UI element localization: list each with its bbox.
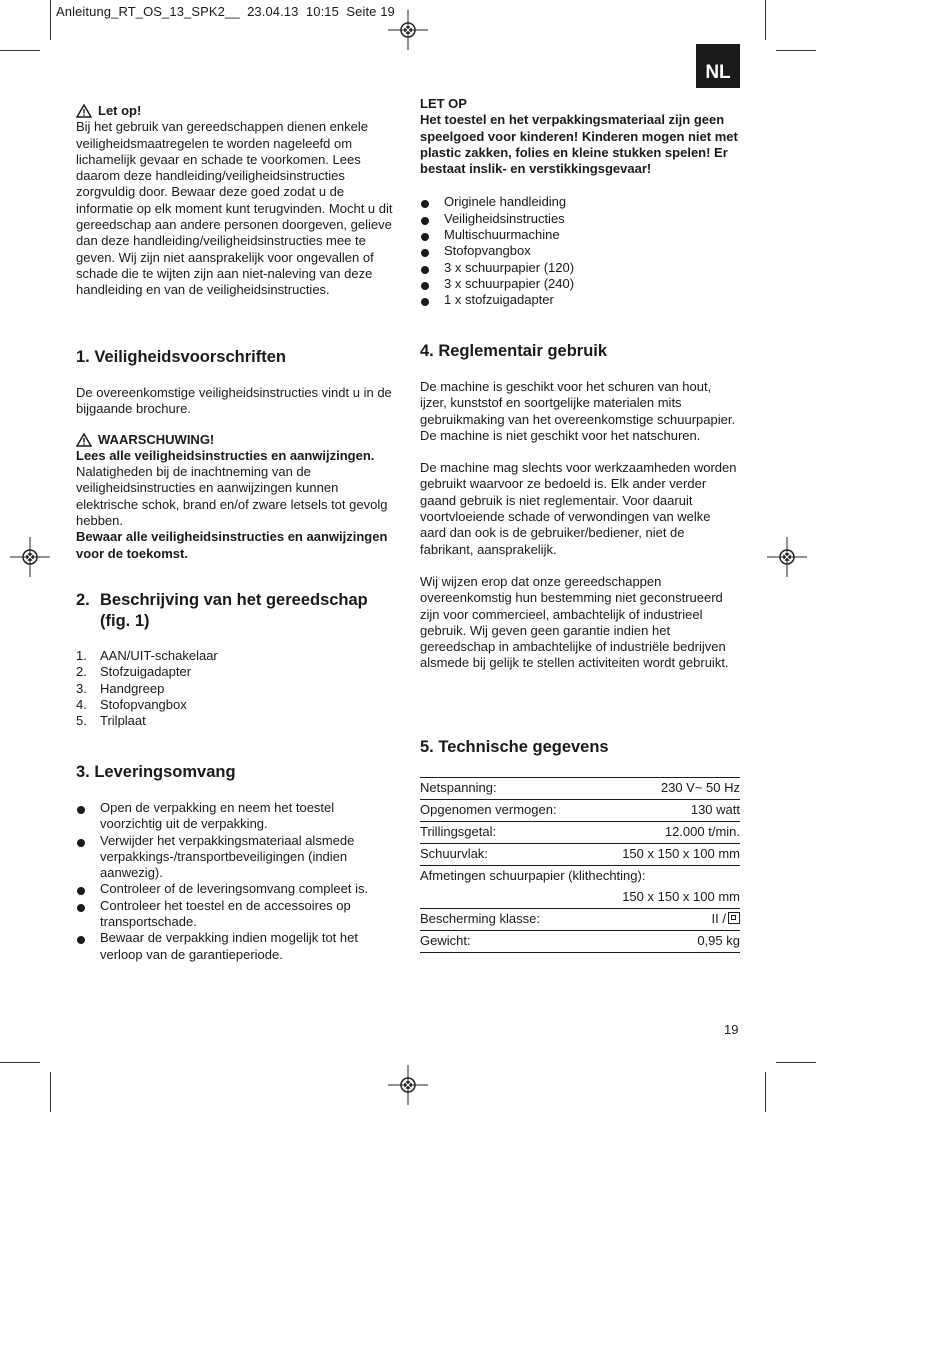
spec-label: Gewicht: [420,931,592,953]
crop-mark [0,50,40,51]
section-2-heading-text: Beschrijving van het gereedschap (fig. 1) [100,591,368,630]
crop-mark [0,1062,40,1063]
section-1 [76,347,394,562]
section-4 [420,341,738,672]
list-item: 2. Stofzuigadapter [76,664,192,680]
section-3 [76,762,394,963]
spec-label: Schuurvlak: [420,844,592,866]
spec-table [420,777,740,953]
spec-label: Bescherming klasse: [420,909,592,931]
section-4-paragraph-1: De machine is geschikt voor het schuren van hout, ijzer, kunststof en soortgelijke materialen mits gebruikmaking van het overeenkomstige schuurpapier. De machine is niet geschikt voor het natschuren. [420,379,736,443]
warning-text: Nalatigheden bij de inachtneming van de veiligheidsinstructies en aanwijzingen kunnen elektrische schok, brand en/of zware letsels tot gevolg hebben. [76,464,388,529]
table-row [420,778,740,800]
list-item: Open de verpakking en neem het toestel voorzichtig uit de verpakking. [76,800,394,833]
page-number: 19 [724,1022,739,1037]
warning-triangle-icon [76,104,92,118]
table-row [420,909,740,931]
list-item: Stofopvangbox [420,243,742,259]
section-5-heading: 5. Technische gegevens [420,738,609,756]
list-item: 1 x stofzuigadapter [420,292,742,308]
section-2-heading-number: 2. [76,591,90,609]
list-item: 3 x schuurpapier (240) [420,276,742,292]
spec-value: 0,95 kg [592,931,740,953]
list-item: Controleer het toestel en de accessoires op transportschade. [76,898,394,931]
spec-value-protection: II / [592,909,740,931]
table-row [420,844,740,866]
spec-value: 12.000 t/min. [592,822,740,844]
warning-title: WAARSCHUWING! [98,431,215,447]
section-1-intro: De overeenkomstige veiligheidsinstructies vindt u in de bijgaande brochure. [76,385,392,417]
list-item: Veiligheidsinstructies [420,211,742,227]
spec-label: Trillingsgetal: [420,822,592,844]
registration-mark-icon [388,1065,428,1105]
section-5 [420,737,740,953]
list-item: 4. Stofopvangbox [76,696,187,712]
letop-body: Bij het gebruik van gereedschappen dienen enkele veiligheidsmaatregelen te worden nageleefd om lichamelijk gevaar en schade te voorkomen. Lees daarom deze handleiding/veiligheidsinstructies zorgvuldig door. Bewaar deze goed zodat u de informatie op elk moment kunt terugvinden. Mocht u dit gereedschap aan andere personen doorgeven, gelieve dan deze handleiding/veiligheidsinstructies mee te geven. Wij zijn niet aansprakelijk voor ongevallen of schade die te wijten zijn aan niet-naleving van deze handleiding en van de veiligheidsinstructies. [76,119,393,298]
list-item: Multischuurmachine [420,227,742,243]
list-item: 3 x schuurpapier (120) [420,260,742,276]
spec-label: Opgenomen vermogen: [420,800,592,822]
crop-mark [50,0,51,40]
language-badge: NL [696,44,740,88]
table-row [420,866,740,888]
list-item: Bewaar de verpakking indien mogelijk tot het verloop van de garantieperiode. [76,930,394,963]
list-item: 1. AAN/UIT-schakelaar [76,648,218,663]
registration-mark-icon [10,537,50,577]
protection-class-ii-icon [728,912,740,924]
right-letop-title: LET OP [420,96,467,111]
section-4-paragraph-2: De machine mag slechts voor werkzaamheden worden gebruikt waarvoor ze bedoeld is. Elk ander verder gaand gebruik is niet reglementair. Voor daaruit voortvloeiende schade of verwondingen van welke aard dan ook is de gebruiker/bediener, niet de fabrikant, aansprakelijk. [420,460,737,557]
registration-mark-icon [388,10,428,50]
crop-mark [50,1072,51,1112]
spec-value: 230 V~ 50 Hz [592,778,740,800]
table-row [420,800,740,822]
delivery-list [76,800,394,963]
crop-mark [776,1062,816,1063]
crop-mark [765,1072,766,1112]
spec-value: 150 x 150 x 100 mm [592,844,740,866]
file-header-line: Anleitung_RT_OS_13_SPK2__ 23.04.13 10:15 Seite 19 [56,4,395,19]
registration-mark-icon [767,537,807,577]
list-item: Originele handleiding [420,194,742,210]
crop-mark [765,0,766,40]
section-1-heading: 1. Veiligheidsvoorschriften [76,348,286,366]
warning-bold-2: Bewaar alle veiligheidsinstructies en aanwijzingen voor de toekomst. [76,529,388,561]
section-4-paragraph-3: Wij wijzen erop dat onze gereedschappen overeenkomstig hun bestemming niet geconstrueerd zijn voor commercieel, ambachtelijk of industrieel gebruik. Wij geven geen garantie indien het gereedschap in ambachtelijke of industriële bedrijven alsmede bij gelijk te stellen activiteiten wordt gebruikt. [420,573,729,671]
contents-list [420,194,742,308]
warning-triangle-icon [76,433,92,447]
section-4-heading: 4. Reglementair gebruik [420,342,608,360]
letop-title: Let op! [98,103,142,118]
section-3-heading: 3. Leveringsomvang [76,763,236,781]
list-item: 3. Handgreep [76,680,165,696]
list-item: Controleer of de leveringsomvang compleet is. [76,881,394,897]
spec-label: Netspanning: [420,778,592,800]
list-item: 5. Trilplaat [76,713,146,729]
list-item: Verwijder het verpakkingsmateriaal alsmede verpakkings-/transportbeveiligingen (indien aanwezig). [76,833,394,882]
warning-bold-1: Lees alle veiligheidsinstructies en aanwijzingen. [76,447,375,463]
spec-label: Afmetingen schuurpapier (klithechting): [420,868,646,883]
section-2 [76,590,394,729]
table-row [420,887,740,909]
spec-value: 150 x 150 x 100 mm [592,887,740,909]
left-letop-block [76,103,394,299]
spec-label [420,887,592,909]
spec-value: 130 watt [592,800,740,822]
parts-list [76,648,394,729]
right-letop-body: Het toestel en het verpakkingsmateriaal zijn geen speelgoed voor kinderen! Kinderen mogen niet met plastic zakken, folies en kleine stukken spelen! Er bestaat inslik- en verstikkingsgevaar! [420,112,738,177]
table-row [420,822,740,844]
letop-heading [76,103,394,119]
warning-heading [76,432,394,448]
right-letop-block [420,96,742,309]
crop-mark [776,50,816,51]
section-2-heading [76,590,394,632]
table-row [420,931,740,953]
